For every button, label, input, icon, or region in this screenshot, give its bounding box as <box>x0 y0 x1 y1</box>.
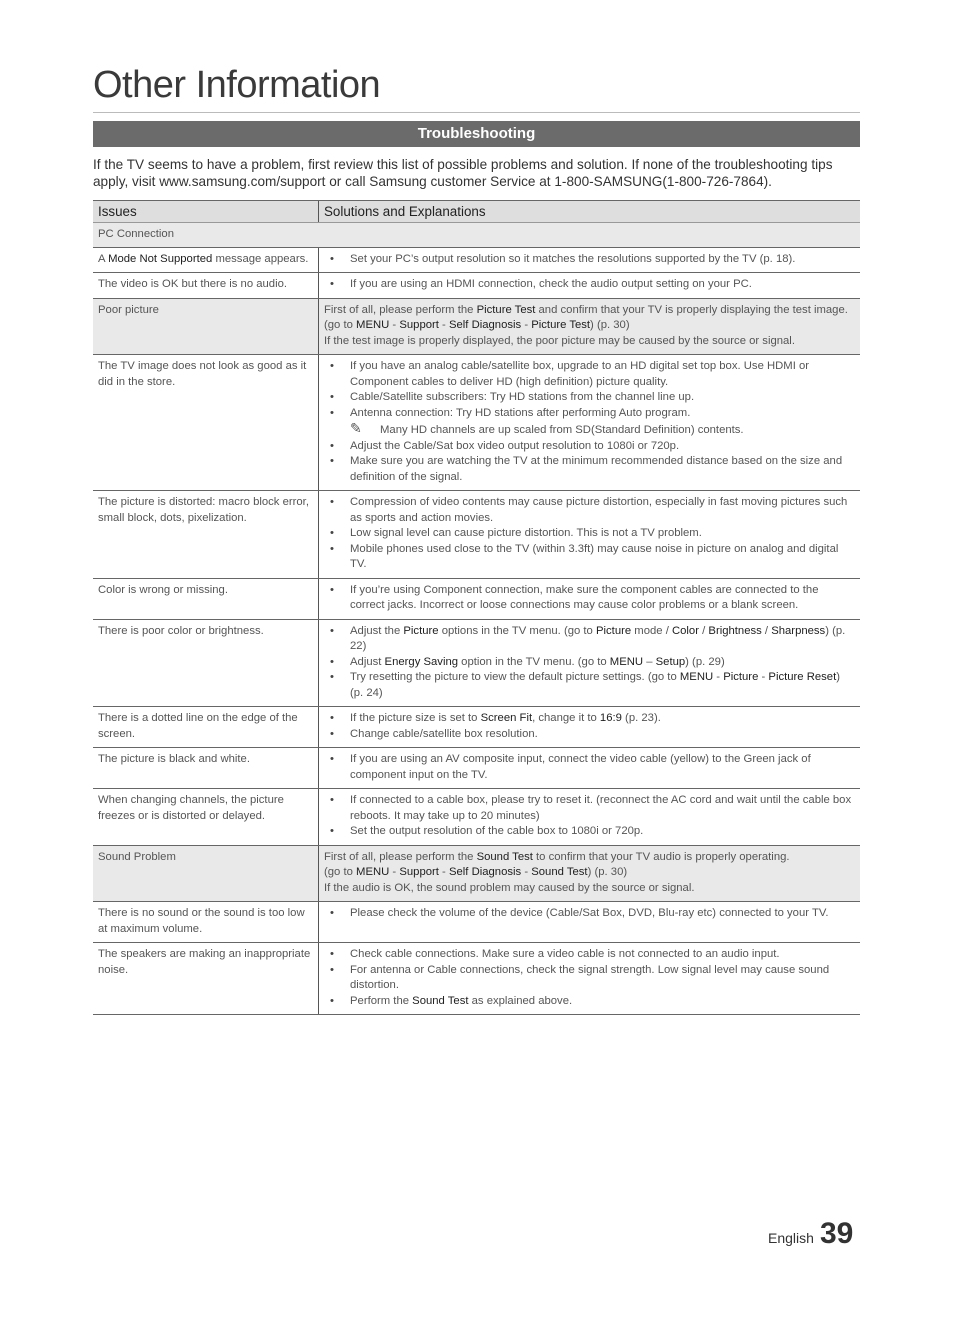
solution-item: • Set your PC’s output resolution so it matches the resolutions supported by the TV (p. 18). <box>324 252 855 268</box>
solution-item: • Check cable connections. Make sure a video cable is not connected to an audio input. <box>324 947 855 963</box>
solution-paragraph: First of all, please perform the Picture Test and confirm that your TV is properly displaying the test image. <box>324 303 848 316</box>
solution-paragraph: (go to MENU - Support - Self Diagnosis - Sound Test) (p. 30) <box>324 866 628 878</box>
solution-item: • Set the output resolution of the cable box to 1080i or 720p. <box>324 824 855 840</box>
solution-cell <box>319 902 861 943</box>
table-row <box>93 619 860 707</box>
solution-cell <box>319 943 861 1015</box>
page-number: 39 <box>820 1217 854 1250</box>
issue-cell: The video is OK but there is no audio. <box>93 273 319 299</box>
solution-item: • Please check the volume of the device (Cable/Sat Box, DVD, Blu-ray etc) connected to your TV. <box>324 906 855 922</box>
footer-language: English <box>768 1230 814 1246</box>
solution-cell <box>319 491 861 579</box>
solution-cell <box>319 748 861 789</box>
table-row <box>93 491 860 579</box>
table-header-row <box>93 201 860 223</box>
note-text: Many HD channels are up scaled from SD(Standard Definition) contents. <box>380 424 744 436</box>
table-row <box>93 845 860 902</box>
table-row <box>93 298 860 355</box>
group-label-pc-connection: PC Connection <box>93 223 860 248</box>
solution-item: • Compression of video contents may cause picture distortion, especially in fast moving pictures such as sports and action movies. <box>324 495 855 526</box>
column-header-issues: Issues <box>93 201 319 223</box>
table-row <box>93 902 860 943</box>
table-row <box>93 707 860 748</box>
note <box>324 421 855 439</box>
solution-cell <box>319 619 861 707</box>
issue-cell: There is poor color or brightness. <box>93 619 319 707</box>
solution-cell <box>319 273 861 299</box>
solution-item: • Antenna connection: Try HD stations after performing Auto program. <box>324 406 855 422</box>
solution-item: • Low signal level can cause picture distortion. This is not a TV problem. <box>324 526 855 542</box>
table-row <box>93 273 860 299</box>
table-row <box>93 355 860 491</box>
solution-item: • If you’re using Component connection, make sure the component cables are connected to the correct jacks. Incorrect or loose connections may cause color problems or a blank screen. <box>324 583 855 614</box>
solution-item: • Adjust the Picture options in the TV menu. (go to Picture mode / Color / Brightness / Sharpness) (p. 22) <box>324 624 855 655</box>
solution-paragraph: First of all, please perform the Sound Test to confirm that your TV audio is properly operating. <box>324 850 790 863</box>
issue-cell: When changing channels, the picture freezes or is distorted or delayed. <box>93 789 319 846</box>
table-row <box>93 943 860 1015</box>
issue-cell: The speakers are making an inappropriate noise. <box>93 943 319 1015</box>
issue-cell: Color is wrong or missing. <box>93 578 319 619</box>
solution-cell <box>319 247 861 273</box>
table-row <box>93 247 860 273</box>
solution-cell <box>319 578 861 619</box>
solution-item: • For antenna or Cable connections, check the signal strength. Low signal level may cause sound distortion. <box>324 963 855 994</box>
solution-item: • Cable/Satellite subscribers: Try HD stations from the channel line up. <box>324 390 855 406</box>
page-title: Other Information <box>93 64 381 106</box>
solution-paragraph: (go to MENU - Support - Self Diagnosis - Picture Test) (p. 30) <box>324 319 630 331</box>
solution-item: • Adjust Energy Saving option in the TV menu. (go to MENU – Setup) (p. 29) <box>324 655 855 671</box>
issue-keyword: Mode Not Supported <box>108 252 213 265</box>
issue-cell: The picture is black and white. <box>93 748 319 789</box>
issue-cell <box>93 247 319 273</box>
solution-item: • If the picture size is set to Screen Fit, change it to 16:9 (p. 23). <box>324 711 855 727</box>
issue-cell: Poor picture <box>93 298 319 355</box>
solution-cell <box>319 298 861 355</box>
issue-text: A <box>98 252 109 265</box>
issue-cell: Sound Problem <box>93 845 319 902</box>
intro-paragraph: If the TV seems to have a problem, first review this list of possible problems and solution. If none of the troubleshooting tips apply, visit www.samsung.com/support or call Samsung customer Service at 1-800-SAMSUNG(1-800-726-7864). <box>93 157 833 189</box>
table-row <box>93 748 860 789</box>
column-header-solutions: Solutions and Explanations <box>319 201 861 223</box>
solution-item: • If you are using an AV composite input, connect the video cable (yellow) to the Green jack of component input on the TV. <box>324 752 855 783</box>
troubleshooting-table <box>93 200 860 1015</box>
table-row <box>93 578 860 619</box>
group-row <box>93 223 860 248</box>
solution-cell <box>319 789 861 846</box>
issue-cell: The TV image does not look as good as it did in the store. <box>93 355 319 491</box>
solution-cell <box>319 355 861 491</box>
solution-paragraph: If the audio is OK, the sound problem may caused by the source or signal. <box>324 881 695 894</box>
solution-paragraph: If the test image is properly displayed, the poor picture may be caused by the source or signal. <box>324 334 795 347</box>
solution-item: • If connected to a cable box, please try to reset it. (reconnect the AC cord and wait until the cable box reboots. It may take up to 20 minutes) <box>324 793 855 824</box>
solution-item: • Make sure you are watching the TV at the minimum recommended distance based on the size and definition of the signal. <box>324 454 855 485</box>
solution-cell <box>319 707 861 748</box>
pencil-note-icon: ✎ <box>350 420 362 436</box>
issue-cell: There is no sound or the sound is too low at maximum volume. <box>93 902 319 943</box>
solution-cell <box>319 845 861 902</box>
solution-item: • If you have an analog cable/satellite box, upgrade to an HD digital set top box. Use HDMI or Component cables to deliver HD (high definition) picture quality. <box>324 359 855 390</box>
issue-cell: There is a dotted line on the edge of the screen. <box>93 707 319 748</box>
solution-item: • Change cable/satellite box resolution. <box>324 727 855 743</box>
issue-cell: The picture is distorted: macro block error, small block, dots, pixelization. <box>93 491 319 579</box>
solution-item: • If you are using an HDMI connection, check the audio output setting on your PC. <box>324 277 855 293</box>
solution-item: • Try resetting the picture to view the default picture settings. (go to MENU - Picture - Picture Reset) (p. 24) <box>324 670 855 701</box>
table-row <box>93 789 860 846</box>
solution-item: • Mobile phones used close to the TV (within 3.3ft) may cause noise in picture on analog and digital TV. <box>324 542 855 573</box>
section-header: Troubleshooting <box>93 121 860 147</box>
issue-text: message appears. <box>212 252 309 265</box>
solution-item: • Perform the Sound Test as explained above. <box>324 994 855 1010</box>
title-rule <box>93 112 860 113</box>
solution-item: • Adjust the Cable/Sat box video output resolution to 1080i or 720p. <box>324 439 855 455</box>
